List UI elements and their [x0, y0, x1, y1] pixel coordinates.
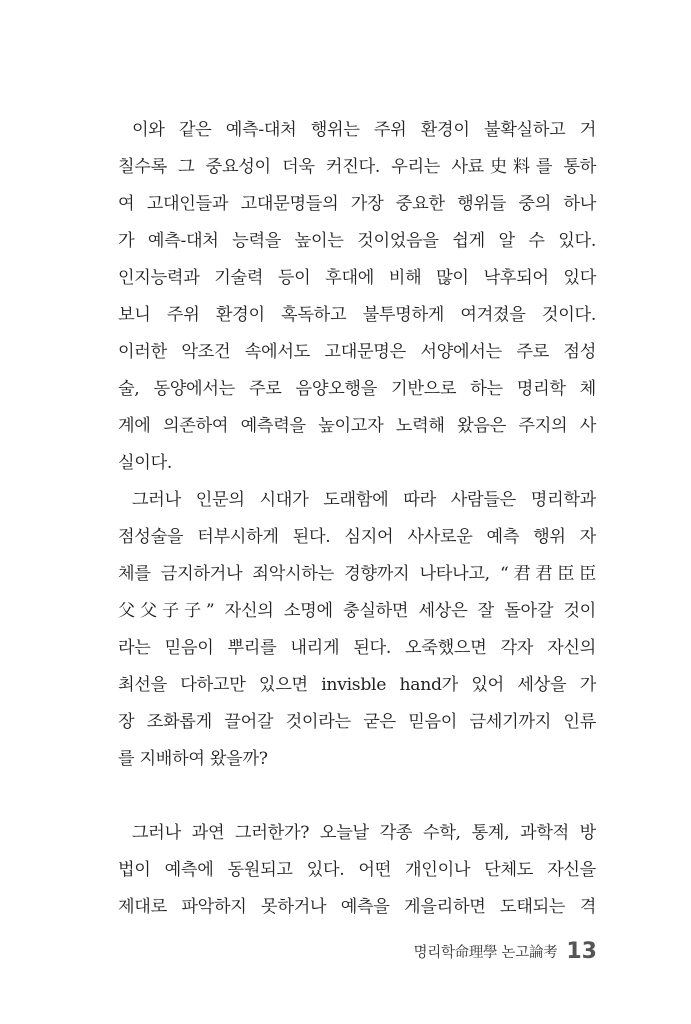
text-line: 보니 주위 환경이 혹독하고 불투명하게 여겨졌을 것이다. — [118, 305, 596, 325]
page-number: 13 — [566, 938, 597, 964]
text-line: 이와 같은 예측-대처 행위는 주위 환경이 불확실하고 거 — [132, 120, 596, 140]
text-line: 체를 금지하거나 죄악시하는 경향까지 나타나고, “君君臣臣 — [118, 564, 596, 584]
section-gap — [118, 778, 596, 815]
text-line: 법이 예측에 동원되고 있다. 어떤 개인이나 단체도 자신을 — [118, 860, 596, 880]
paragraph-1 — [118, 112, 596, 482]
text-line: 장 조화롭게 끌어갈 것이라는 굳은 믿음이 금세기까지 인류 — [118, 712, 596, 732]
text-line: 칠수록 그 중요성이 더욱 커진다. 우리는 사료史料를 통하 — [118, 157, 596, 177]
text-line: 그러나 인문의 시대가 도래함에 따라 사람들은 명리학과 — [132, 490, 596, 510]
text-line: 가 예측-대처 능력을 높이는 것이었음을 쉽게 알 수 있다. — [118, 231, 596, 251]
text-line: 父父子子” 자신의 소명에 충실하면 세상은 잘 돌아갈 것이 — [118, 601, 596, 621]
text-line: 인지능력과 기술력 등이 후대에 비해 많이 낙후되어 있다 — [118, 268, 596, 288]
text-line: 그러나 과연 그러한가? 오늘날 각종 수학, 통계, 과학적 방 — [132, 823, 596, 843]
text-line: 계에 의존하여 예측력을 높이고자 노력해 왔음은 주지의 사 — [118, 416, 596, 436]
text-line: 를 지배하여 왔을까? — [118, 749, 268, 769]
text-line: 라는 믿음이 뿌리를 내리게 된다. 오죽했으면 각자 자신의 — [118, 638, 596, 658]
paragraph-2 — [118, 482, 596, 778]
text-line: 최선을 다하고만 있으면 invisble hand가 있어 세상을 가 — [118, 675, 596, 695]
text-line: 술, 동양에서는 주로 음양오행을 기반으로 하는 명리학 체 — [118, 379, 596, 399]
text-line: 점성술을 터부시하게 된다. 심지어 사사로운 예측 행위 자 — [118, 527, 596, 547]
text-line: 제대로 파악하지 못하거나 예측을 게을리하면 도태되는 격 — [118, 897, 596, 917]
text-line: 이러한 악조건 속에서도 고대문명은 서양에서는 주로 점성 — [118, 342, 596, 362]
running-title: 명리학命理學 논고論考 — [413, 944, 558, 961]
text-line: 여 고대인들과 고대문명들의 가장 중요한 행위들 중의 하나 — [118, 194, 596, 214]
page-footer — [414, 936, 597, 966]
body-text — [118, 112, 596, 926]
paragraph-3 — [118, 815, 596, 926]
text-line: 실이다. — [118, 453, 173, 473]
